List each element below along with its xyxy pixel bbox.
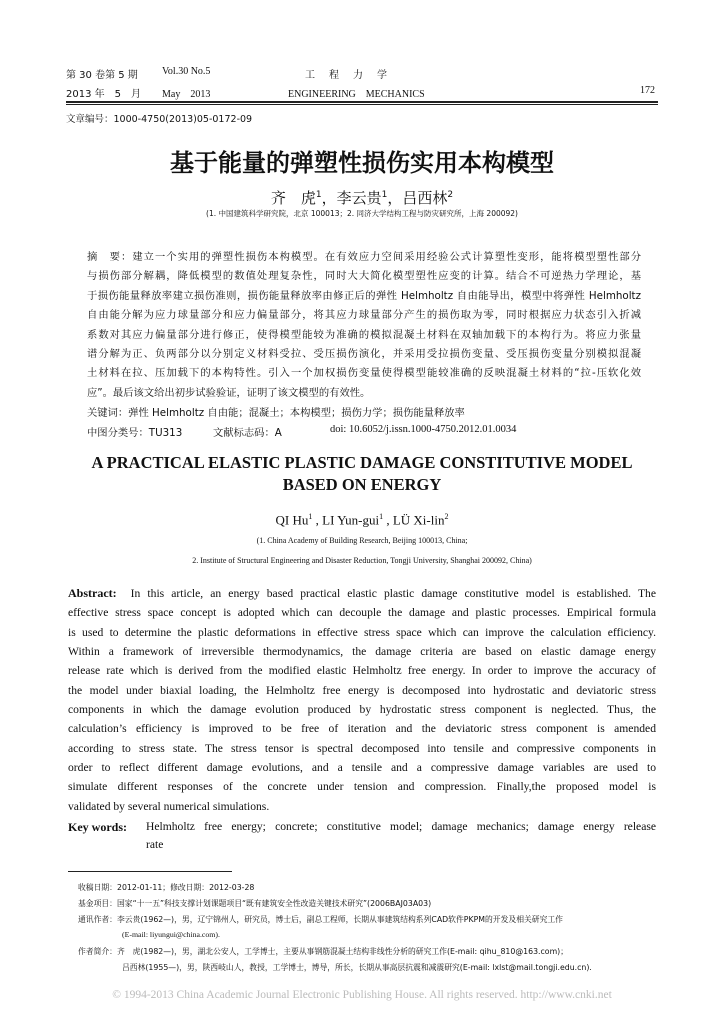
abstract-line [87,248,641,267]
abstract-text: 谱分解为正、负两部分以分别定义材料受拉、受压损伤演化，并采用受拉损伤变量、受压损伤变量分别模拟混凝 [87,347,641,360]
abstract-line [68,739,656,758]
doi: doi: 10.6052/j.issn.1000-4750.2012.01.0034 [330,424,517,435]
abstract-text: release rate which is derived from the modified elastic Helmholtz free energy. In order to improve the accuracy of [68,664,656,678]
issue-en: Vol.30 No.5 [162,66,211,77]
author-mark: 1 [308,512,313,521]
abstract-text: 应”。最后该文给出初步试验验证，证明了该文模型的有效性。 [87,386,371,399]
affiliation-en-2: 2. Institute of Structural Engineering and Disaster Reduction, Tongji University, Shanghai 200092, China) [192,556,532,565]
abstract-text: 自由能分解为应力球量部分和应力偏量部分，将其应力球量部分产生的损伤取为零，同时根据应力状态引入折减 [87,309,641,322]
abstract-text: 建立一个实用的弹塑性损伤本构模型。在有效应力空间采用经验公式计算塑性变形，能将模型塑性部分 [132,251,641,263]
abstract-line [87,345,641,364]
abstract-line [87,384,641,403]
abstract-text: the model under biaxial loading, the Helmholtz free energy is decomposed into hydrostatic and deviatoric stress [68,683,656,697]
abstract-text: 土材料在拉、压加载下的本构特性。引入一个加权损伤变量使得模型能较准确的反映混凝土材料的“拉-压软化效 [87,367,641,380]
abstract-en [68,584,656,816]
footnote-corresponding: 通讯作者：李云贵(1962—)，男，辽宁锦州人，研究员，博士后，副总工程师，长期从事建筑结构系列CAD软件PKPM的开发及相关研究工作 [78,915,563,924]
keywords-en-label: Key words: [68,820,127,834]
abstract-line [68,642,656,661]
abstract-line [68,777,656,796]
author-en: LI Yun-gui [322,512,380,528]
abstract-line [87,287,641,306]
footnote-author-bio-2: 吕西林(1955—)，男，陕西岐山人，教授，工学博士，博导，所长，长期从事高层抗震和减震研究(E-mail: lxlst@mail.tongji.edu.cn). [122,963,592,972]
authors-en: QI Hu$^1$ , LI Yun-gui$^1$ , LÜ Xi-lin$^2$ [275,512,449,528]
abstract-text: Within a framework of irreversible thermodynamics, the damage criteria are based on elastic damage energy [68,645,656,659]
keywords-en: Helmholtz free energy; concrete; constitutive model; damage mechanics; damage energy release [146,820,656,833]
abstract-label: 摘 要： [87,251,133,263]
abstract-line [68,797,656,816]
abstract-line [68,758,656,777]
author-cn: 吕西林 [402,189,448,207]
document-code: 文献标志码：A [213,427,282,439]
footnote-fund: 基金项目：国家“十一五”科技支撑计划课题项目“既有建筑安全性改造关键技术研究”(2006BAJ03A03) [78,899,432,908]
header-rule-thin [66,104,658,105]
journal-en: ENGINEERING MECHANICS [288,89,425,100]
abstract-line [87,326,641,345]
abstract-text: In this article, an energy based practical elastic plastic damage constitutive model is established. The [130,587,656,600]
abstract-line [68,700,656,719]
author-cn: 齐 虎 [270,189,316,207]
abstract-text: validated by several numerical simulations. [68,799,270,813]
title-en-line1: A PRACTICAL ELASTIC PLASTIC DAMAGE CONSTITUTIVE MODEL [91,453,633,472]
author-mark: 2 [447,190,454,200]
abstract-text: 于损伤能量释放率建立损伤准则，损伤能量释放率由修正后的弹性 Helmholtz 自由能导出，模型中将弹性 Helmholtz [87,289,641,302]
footnote-dates: 收稿日期：2012-01-11；修改日期：2012-03-28 [78,883,255,892]
abstract-line [68,584,656,603]
author-en: LÜ Xi-lin [392,512,445,528]
date-en: May 2013 [162,89,211,100]
abstract-text: according to stress state. The stress tensor is spectral decomposed into tensile and compressive components in [68,741,656,755]
affiliation-en-1: (1. China Academy of Building Research, Beijing 100013, China; [256,536,468,545]
issue-cn: 第 30 卷第 5 期 [66,70,138,81]
keywords-en-cont: rate [146,838,164,851]
abstract-cn [87,248,641,403]
abstract-text: order to reflect different damage evolutions, and a tensile and a compressive damage variables are used to [68,761,656,775]
author-mark: 1 [381,190,388,200]
watermark: © 1994-2013 China Academic Journal Electronic Publishing House. All rights reserved. http://www.cnki.net [112,989,612,1001]
abstract-text: simulate different responses of the concrete under tension and compression. Finally,the proposed model is [68,780,656,794]
footnote-email: (E-mail: liyungui@china.com). [122,930,220,939]
footnote-rule [68,871,232,872]
abstract-line [87,267,641,286]
authors-cn: 齐 虎$^1$，李云贵$^1$，吕西林$^2$ [270,189,454,207]
abstract-line [68,603,656,622]
article-number: 文章编号：1000-4750(2013)05-0172-09 [66,114,253,125]
author-mark: 2 [444,512,449,521]
author-en: QI Hu [275,512,309,528]
title-en-line2: BASED ON ENERGY [282,475,442,494]
abstract-text: components in which the damage evolution produced by hydrostatic stress component is neglected. Thus, the [68,703,656,717]
author-mark: 1 [379,512,384,521]
abstract-label: Abstract: [68,586,117,600]
abstract-text: 与损伤部分解耦，降低模型的数值处理复杂性，同时大大简化模型塑性应变的计算。结合不可逆热力学理论，基 [87,270,641,283]
abstract-line [87,364,641,383]
date-cn: 2013 年 5 月 [66,89,141,100]
abstract-text: is used to determine the plastic deformations in effective stress space which can improve the calculation efficiency. [68,625,656,639]
abstract-line [87,306,641,325]
affiliation-cn: (1. 中国建筑科学研究院，北京 100013；2. 同济大学结构工程与防灾研究所，上海 200092) [206,209,518,218]
title-cn: 基于能量的弹塑性损伤实用本构模型 [170,149,554,177]
keywords-cn: 关键词：弹性 Helmholtz 自由能；混凝土；本构模型；损伤力学；损伤能量释放率 [87,407,465,419]
class-number: 中图分类号：TU313 [87,427,183,439]
abstract-text: calculation’s efficiency is improved to be free of iteration and the deviatoric stress component is amended [68,722,656,736]
abstract-line [68,661,656,680]
author-cn: 李云贵 [336,189,382,207]
footnote-author-bio-1: 作者简介：齐 虎(1982—)，男，湖北公安人，工学博士，主要从事钢筋混凝土结构非线性分析的研究工作(E-mail: qihu_810@163.com)； [78,947,569,956]
abstract-text: 系数对其应力偏量部分进行修正，使得模型能较为准确的模拟混凝土材料在双轴加载下的本构行为。将应力张量 [87,328,641,341]
header-rule [66,101,658,103]
abstract-line [68,719,656,738]
abstract-line [68,623,656,642]
abstract-line [68,681,656,700]
author-mark: 1 [315,190,322,200]
journal-cn: 工 程 力 学 [305,70,389,81]
abstract-text: effective stress space concept is adopted which can decouple the damage and plastic processes. Empirical formula [68,606,656,620]
page-number: 172 [640,85,655,96]
